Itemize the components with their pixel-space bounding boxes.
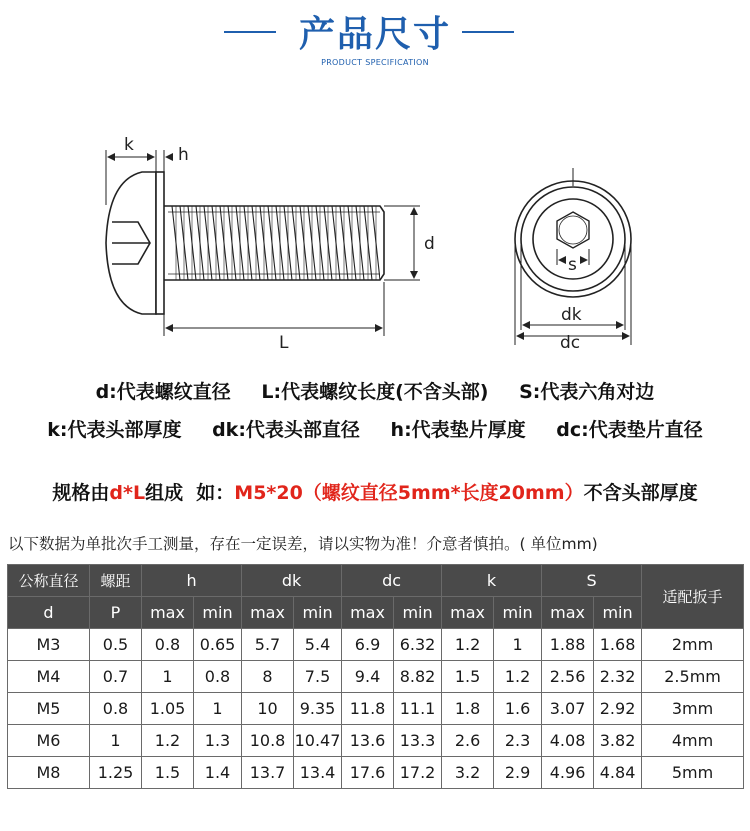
header-max: max [542,597,594,629]
legend-item: k:代表头部厚度 [47,419,182,441]
legend-item: dk:代表头部直径 [212,419,360,441]
header-max: max [442,597,494,629]
dim-label-k: k [124,135,134,155]
table-cell: 3.2 [442,757,494,789]
header-min: min [194,597,242,629]
header-pitch: 螺距 [90,565,142,597]
table-cell: 10.47 [294,725,342,757]
table-cell: 2.9 [494,757,542,789]
table-cell: 13.3 [394,725,442,757]
spec-formula: d*L [109,482,146,504]
header-d: d [8,597,90,629]
table-cell: M6 [8,725,90,757]
table-cell: 2.32 [594,661,642,693]
table-cell: 3mm [642,693,744,725]
table-cell: 2.3 [494,725,542,757]
table-cell: 13.7 [242,757,294,789]
table-cell: 4.08 [542,725,594,757]
header-s: S [542,565,642,597]
table-row [8,693,744,725]
table-cell: 2.5mm [642,661,744,693]
table-cell: 1.6 [494,693,542,725]
screw-side-view [106,172,384,314]
table-cell: 11.1 [394,693,442,725]
header-max: max [342,597,394,629]
table-cell: 0.5 [90,629,142,661]
table-cell: 2.92 [594,693,642,725]
table-header [8,565,744,629]
table-cell: 1.3 [194,725,242,757]
header-min: min [494,597,542,629]
dim-label-dk: dk [561,305,582,325]
legend-item: L:代表螺纹长度(不含头部) [261,381,489,403]
table-cell: 0.8 [194,661,242,693]
table-cell: 4.84 [594,757,642,789]
table-body [8,629,744,789]
legend-row-1 [0,377,750,404]
table-cell: 1.25 [90,757,142,789]
table-cell: 4.96 [542,757,594,789]
table-cell: 0.65 [194,629,242,661]
table-row [8,629,744,661]
spec-format-line [0,478,750,505]
table-cell: 6.9 [342,629,394,661]
table-cell: 1 [194,693,242,725]
table-cell: 9.35 [294,693,342,725]
table-cell: 8 [242,661,294,693]
table-cell: 17.6 [342,757,394,789]
screw-front-view [515,181,631,297]
page-title: 产品尺寸 [298,14,451,55]
table-cell: 1.5 [142,757,194,789]
dim-label-d: d [424,234,435,254]
table-cell: 1 [90,725,142,757]
table-cell: 1.05 [142,693,194,725]
legend-item: dc:代表垫片直径 [556,419,703,441]
table-cell: 2mm [642,629,744,661]
table-cell: 10 [242,693,294,725]
header-k: k [442,565,542,597]
spec-prefix: 规格由 [52,482,110,504]
table-cell: M3 [8,629,90,661]
header [0,0,750,80]
dim-label-dc: dc [560,333,581,353]
legend-item: d:代表螺纹直径 [95,381,231,403]
table-cell: 0.7 [90,661,142,693]
table-cell: 5mm [642,757,744,789]
header-dc: dc [342,565,442,597]
table-cell: 10.8 [242,725,294,757]
table-cell: M4 [8,661,90,693]
table-row [8,661,744,693]
legend-row-2 [0,415,750,442]
header-wrench: 适配扳手 [642,565,744,629]
header-max: max [142,597,194,629]
header-h: h [142,565,242,597]
table-cell: 0.8 [90,693,142,725]
table-cell: 8.82 [394,661,442,693]
table-cell: 11.8 [342,693,394,725]
table-cell: M8 [8,757,90,789]
table-cell: 9.4 [342,661,394,693]
table-cell: 1.68 [594,629,642,661]
table-cell: 1.2 [442,629,494,661]
table-cell: 1.2 [494,661,542,693]
dim-label-s: s [568,255,577,275]
screw-dimension-diagram [0,120,750,370]
table-cell: 13.4 [294,757,342,789]
table-cell: 2.6 [442,725,494,757]
table-cell: 1.5 [442,661,494,693]
dimension-table [7,564,744,789]
table-cell: 4mm [642,725,744,757]
table-cell: 1.8 [442,693,494,725]
table-cell: 0.8 [142,629,194,661]
header-nominal-diameter: 公称直径 [8,565,90,597]
spec-middle: 组成 如： [145,482,235,504]
table-row [8,757,744,789]
header-p: P [90,597,142,629]
legend-item: h:代表垫片厚度 [390,419,526,441]
header-max: max [242,597,294,629]
table-cell: 2.56 [542,661,594,693]
dim-label-L: L [279,333,289,353]
table-cell: 5.7 [242,629,294,661]
header-dk: dk [242,565,342,597]
header-min: min [394,597,442,629]
table-cell: 1.88 [542,629,594,661]
title-decor-line-right [462,31,514,33]
table-cell: 3.82 [594,725,642,757]
table-cell: 7.5 [294,661,342,693]
table-cell: 1.4 [194,757,242,789]
page-subtitle: PRODUCT SPECIFICATION [321,58,429,67]
table-cell: 5.4 [294,629,342,661]
spec-example: M5*20（螺纹直径5mm*长度20mm） [234,482,584,504]
table-cell: M5 [8,693,90,725]
header-min: min [294,597,342,629]
measurement-note: 以下数据为单批次手工测量，存在一定误差，请以实物为准！介意者慎拍。( 单位mm) [8,535,598,553]
table-cell: 6.32 [394,629,442,661]
table-cell: 1 [142,661,194,693]
table-cell: 1 [494,629,542,661]
table-row [8,725,744,757]
table-cell: 1.2 [142,725,194,757]
spec-suffix: 不含头部厚度 [583,482,698,504]
table-cell: 3.07 [542,693,594,725]
header-min: min [594,597,642,629]
table-cell: 13.6 [342,725,394,757]
legend-item: S:代表六角对边 [519,381,655,403]
table-cell: 17.2 [394,757,442,789]
dim-label-h: h [178,145,189,165]
